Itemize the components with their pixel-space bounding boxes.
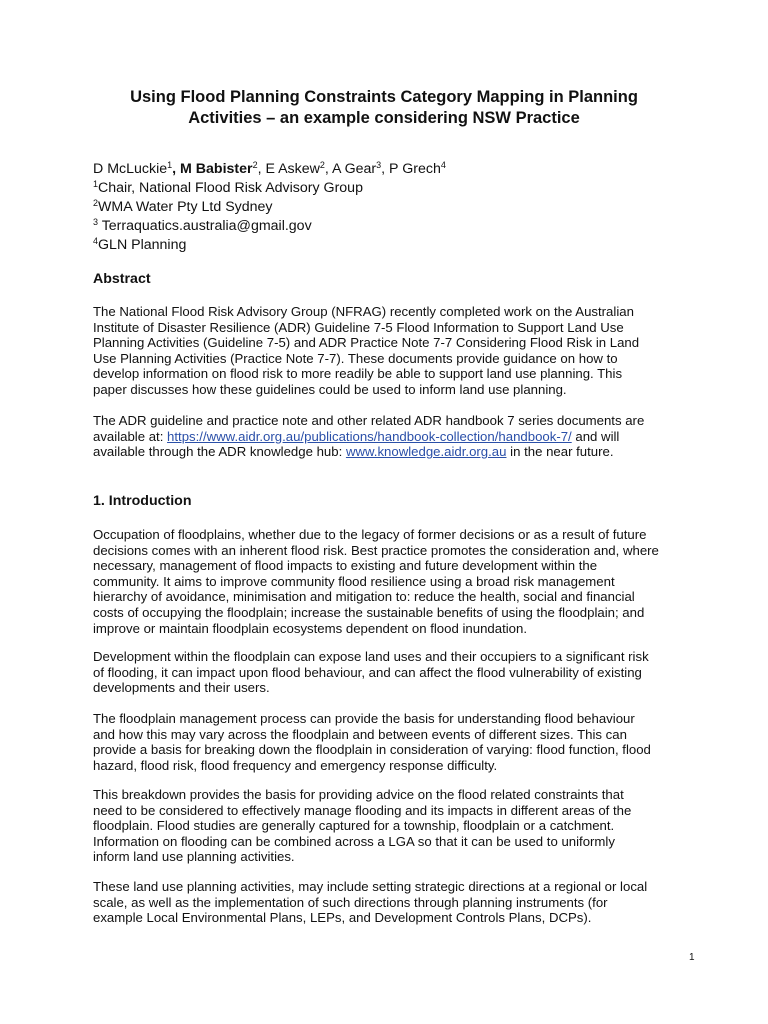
author-1: D McLuckie [93,161,168,177]
intro-paragraph-3: The floodplain management process can provide the basis for understanding flood behaviour and how this may vary across the floodplain and between events of different sizes. This can provide a basis for breaking down the floodplain in consideration of varying: flood function, flood hazard, flood risk, flood frequency and emergency response difficulty. [93,711,651,773]
intro-paragraph-2: Development within the floodplain can expose land uses and their occupiers to a significant risk of flooding, it can impact upon flood behaviour, and can affect the flood vulnerability of existing developments and their users. [93,649,649,696]
author-list: D McLuckie$^1$, M Babister$^2$, E Askew$^2$, A Gear$^3$, P Grech$^4$ [93,160,446,177]
author-3: , E Askew [257,161,320,177]
intro-paragraph-5: These land use planning activities, may include setting strategic directions at a regional or local scale, as well as the implementation of such directions through planning instruments (for example Local Environmental Plans, LEPs, and Development Controls Plans, DCPs). [93,879,648,926]
author-block [93,160,446,255]
knowledge-hub-link[interactable]: www.knowledge.aidr.org.au [345,444,507,460]
handbook-7-link[interactable]: https://www.aidr.org.au/publications/handbook-collection/handbook-7/ [167,428,572,444]
abstract-paragraph-1: The National Flood Risk Advisory Group (NFRAG) recently completed work on the Australian Institute of Disaster Resilience (ADR) Guideline 7-5 Flood Information to Support Land Use Planning Activities (Guideline 7-5) and ADR Practice Note 7-7 Considering Flood Risk in Land Use Planning Activities (Practice Note 7-7). These documents provide guidance on how to develop information on flood risk to more readily be able to support land use planning. This paper discusses how these guidelines could be used to inform land use planning. [93,304,640,397]
intro-paragraph-1: Occupation of floodplains, whether due to the legacy of former decisions or as a result of future decisions comes with an inherent flood risk. Best practice promotes the consideration and, where necessary, management of flood impacts to existing and future development within the community. It aims to improve community flood resilience using a broad risk management hierarchy of avoidance, minimisation and mitigation to: reduce the health, social and financial costs of occupying the floodplain; increase the sustainable benefits of using the floodplain; and improve or maintain floodplain ecosystems dependent on flood inundation. [93,527,659,636]
affiliation-1: $^1$Chair, National Flood Risk Advisory Group [93,179,363,196]
author-2: , M Babister [172,161,253,177]
paper-title [93,87,675,129]
title-line-2: Activities – an example considering NSW Practice [188,109,580,127]
title-line-1: Using Flood Planning Constraints Category Mapping in Planning [130,88,638,106]
abstract-paragraph-2: The ADR guideline and practice note and other related ADR handbook 7 series documents are available at: https://www.aidr.org.au/publications/handbook-collection/handbook-7/ and will available through the ADR knowledge hub: www.knowledge.aidr.org.au in the near future. [93,413,645,460]
abstract-heading: Abstract [93,271,151,287]
affiliation-2: $^2$WMA Water Pty Ltd Sydney [93,198,273,215]
author-4: , A Gear [324,161,377,177]
affiliation-4: $^4$GLN Planning [93,236,187,253]
page-number: 1 [689,952,695,963]
affiliation-3: $^3$ Terraquatics.australia@gmail.gov [93,217,312,234]
author-5: , P Grech [381,161,441,177]
intro-paragraph-4: This breakdown provides the basis for providing advice on the flood related constraints that need to be considered to effectively manage flooding and its impacts in different areas of the floodplain. Flood studies are generally captured for a township, floodplain or a catchment. Information on flooding can be combined across a LGA so that it can be used to uniformly inform land use planning activities. [93,787,632,865]
introduction-heading: 1. Introduction [93,493,192,509]
